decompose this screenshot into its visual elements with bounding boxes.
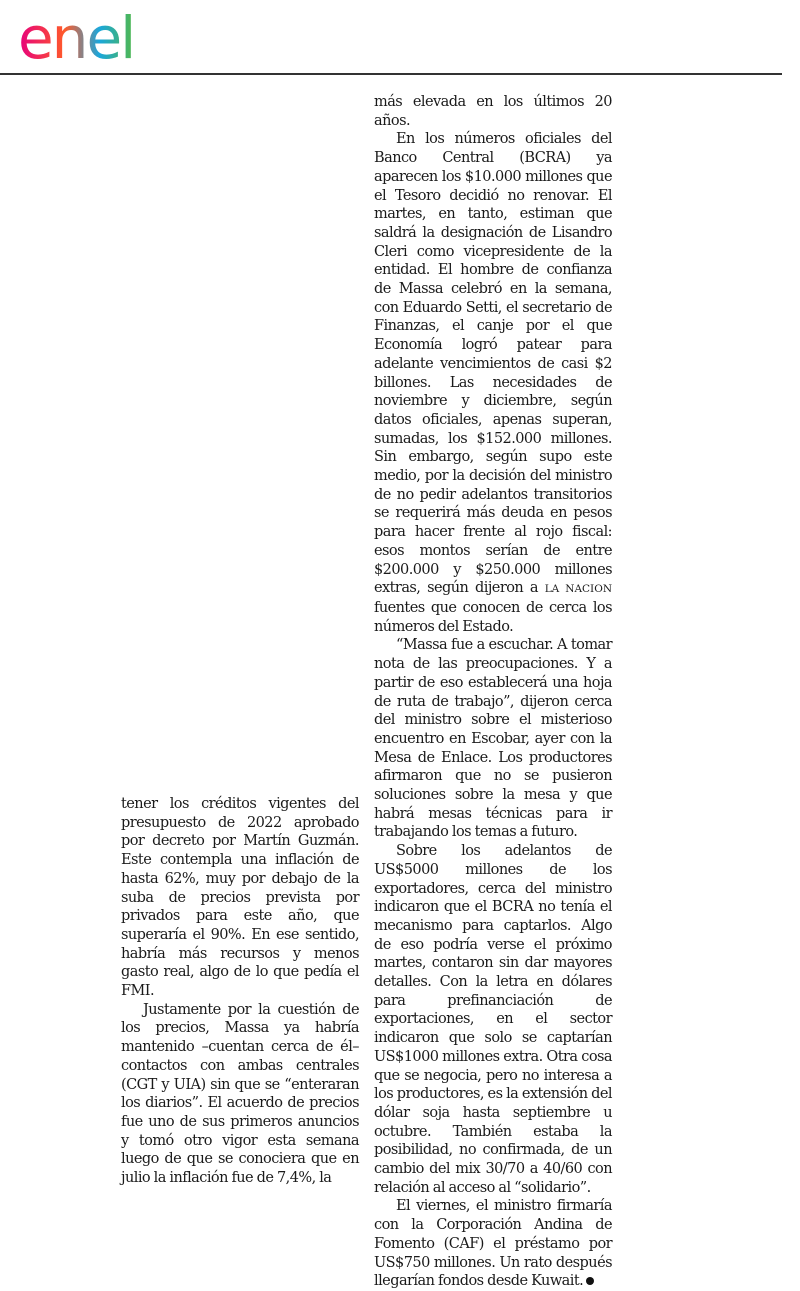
publication-name: LA NACION [544,583,612,596]
end-of-article-icon [586,1277,594,1285]
logo-text: enel [18,8,135,66]
paragraph: Sobre los adelantos de US$5000 millones de los exportadores, cerca del ministro indicaron que el BCRA no tenía el mecanismo para captarlos. Algo de eso podría verse el próximo martes, contaron sin dar mayores detalles. Con la letra en dólares para prefinanciación de exportaciones, en el sector indicaron que solo se captarían US$1000 millones extra. Otra cosa que se negocia, pero no interesa a los productores, es la extensión del dólar soja hasta septiembre u octubre. También estaba la posibilidad, no confirmada, de un cambio del mix 30/70 a 40/60 con relación al acceso al “solidario”. [374,843,612,1196]
paragraph-text: En los números oficiales del Banco Central (BCRA) ya aparecen los $10.000 millones que el Tesoro decidió no renovar. El martes, en tanto, estiman que saldrá la designación de Lisandro Cleri como vicepresidente de la entidad. El hombre de confianza de Massa celebró en la semana, con Eduardo Setti, el secretario de Finanzas, el canje por el que Economía logró patear para adelante vencimientos de casi $2 billones. Las necesidades de noviembre y diciembre, según datos oficiales, apenas superan, sumadas, los $152.000 millones. Sin embargo, según supo este medio, por la decisión del ministro de no pedir adelantos transitorios se requerirá más deuda en pesos para hacer frente al rojo fiscal: esos montos serían de entre $200.000 y $250.000 millones extras, según dijeron a [374,131,612,597]
article-column-left [121,795,359,1188]
paragraph: “Massa fue a escuchar. A tomar nota de las preocupaciones. Y a partir de eso establecerá una hoja de ruta de trabajo”, dijeron cerca del ministro sobre el misterioso encuentro en Escobar, ayer con la Mesa de Enlace. Los productores afirmaron que no se pusieron soluciones sobre la mesa y que habrá mesas técnicas para ir trabajando los temas a futuro. [374,637,612,841]
paragraph [374,1197,612,1291]
paragraph-text: fuentes que conocen de cerca los números del Estado. [374,599,612,635]
paragraph [374,130,612,636]
paragraph-text: El viernes, el ministro firmaría con la Corporación Andina de Fomento (CAF) el préstamo por US$750 millones. Un rato después llegarían fondos desde Kuwait. [374,1198,612,1290]
enel-logo [18,8,168,66]
article-column-right [374,93,612,1291]
header-rule [0,73,782,75]
paragraph: tener los créditos vigentes del presupuesto de 2022 aprobado por decreto por Martín Guzmán. Este contempla una inflación de hasta 62%, muy por debajo de la suba de precios prevista por privados para este año, que superaría el 90%. En ese sentido, habría más recursos y menos gasto real, algo de lo que pedía el FMI. [121,796,359,1000]
paragraph: Justamente por la cuestión de los precios, Massa ya habría mantenido –cuentan cerca de él– contactos con ambas centrales (CGT y UIA) sin que se “enteraran los diarios”. El acuerdo de precios fue uno de sus primeros anuncios y tomó otro vigor esta semana luego de que se conociera que en julio la inflación fue de 7,4%, la [121,1001,359,1187]
paragraph: más elevada en los últimos 20 años. [374,94,612,129]
